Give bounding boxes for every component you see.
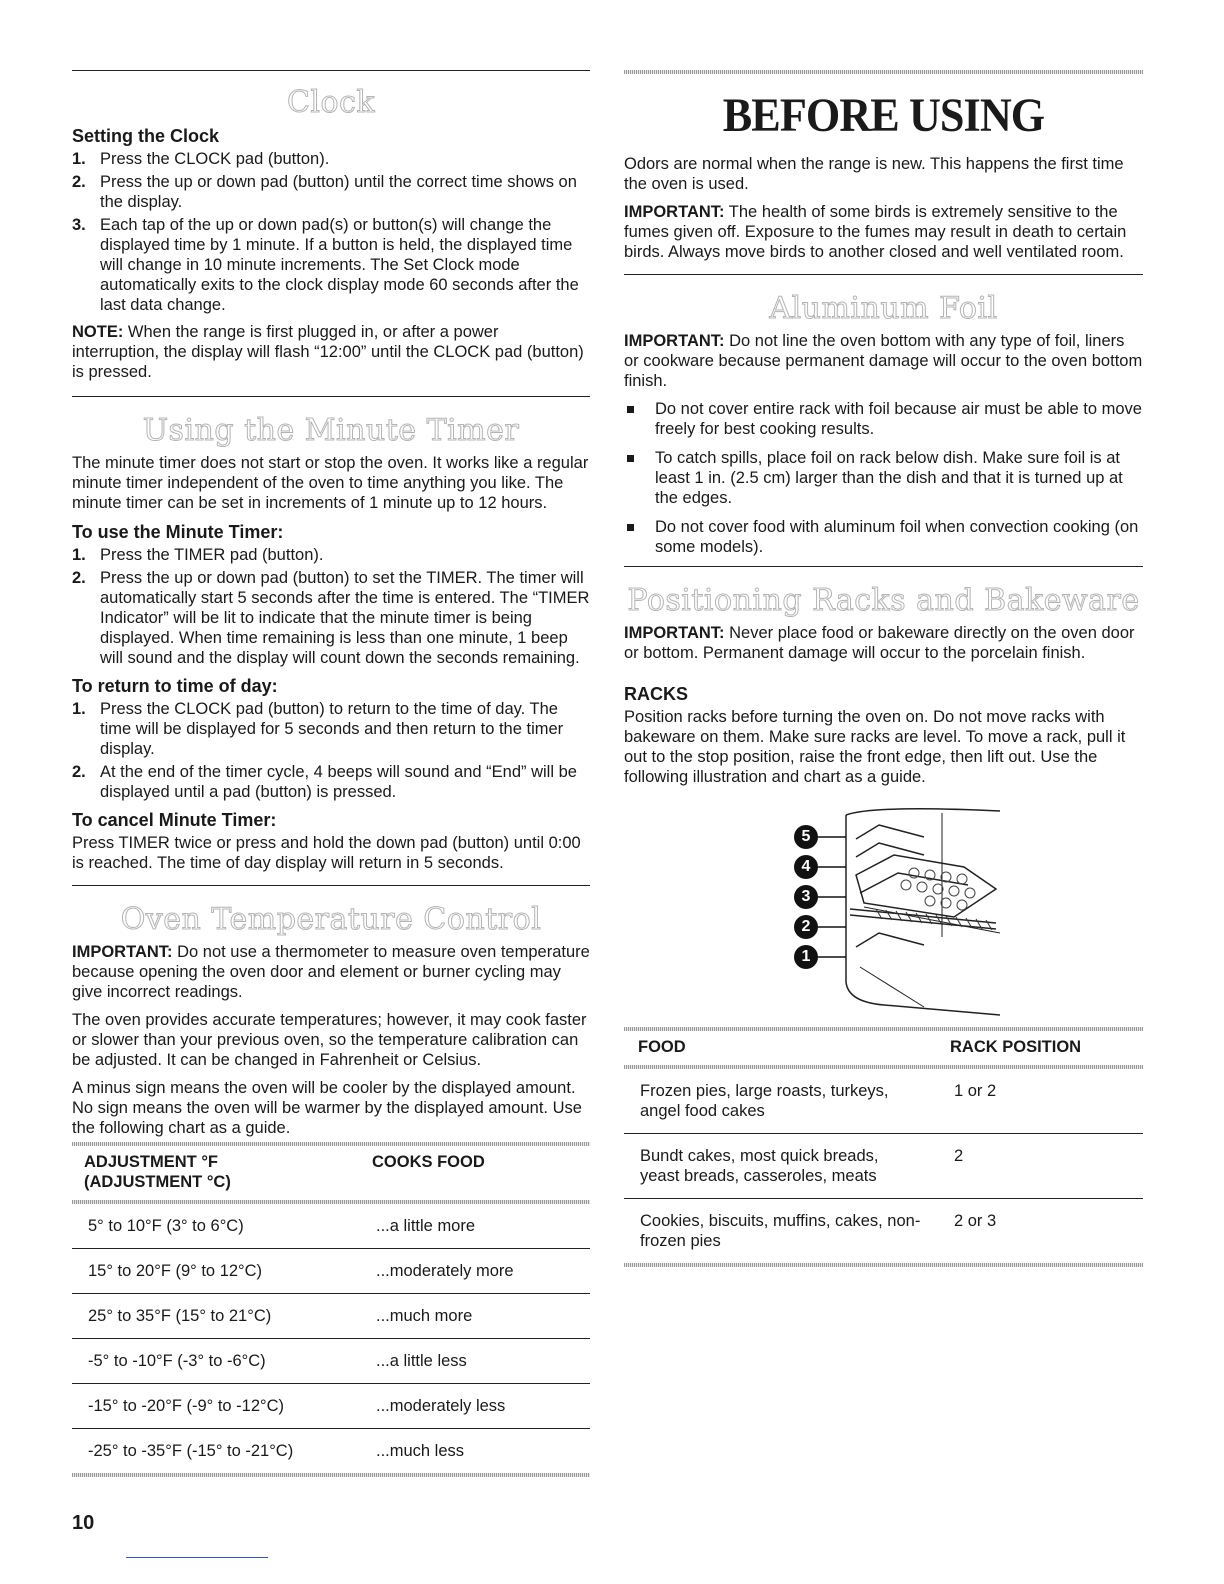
oven-temp-title: Oven Temperature Control	[120, 902, 542, 937]
cooks-food-cell: ...moderately less	[360, 1384, 590, 1429]
step-number: 2.	[72, 173, 86, 191]
table-header-row	[624, 1031, 1143, 1065]
list-item	[624, 448, 1143, 508]
table-bottom-border	[72, 1473, 590, 1477]
divider	[624, 566, 1143, 567]
aluminum-foil-important	[624, 331, 1143, 391]
divider	[72, 396, 590, 397]
step-number: 2.	[72, 763, 86, 781]
footer-line	[126, 1557, 268, 1558]
important-text: The health of some birds is extremely sensitive to the fumes given off. Exposure to the fumes may result in death to certain birds. Always move birds to another closed and well ventilated room.	[624, 203, 1127, 261]
adjustment-f-header: ADJUSTMENT °F	[84, 1153, 219, 1171]
rack-number-5: 5	[794, 825, 818, 849]
bullet-icon	[624, 517, 655, 557]
oven-temp-para2: A minus sign means the oven will be cooler by the displayed amount. No sign means the oven will be warmer by the displayed amount. Use the following chart as a guide.	[72, 1079, 582, 1137]
oven-rack-icon	[624, 797, 1143, 1017]
before-using-title: BEFORE USING	[722, 89, 1045, 142]
cooks-food-cell: ...a little more	[360, 1204, 590, 1249]
table-header-row	[72, 1146, 590, 1200]
rack-position-cell: 2	[938, 1134, 1143, 1199]
step-number: 1.	[72, 150, 86, 168]
table-bottom-border	[624, 1263, 1143, 1267]
adjustment-c-header: (ADJUSTMENT °C)	[84, 1173, 231, 1191]
step-text: Press the up or down pad (button) until the correct time shows on the display.	[100, 173, 577, 211]
before-using-para1: Odors are normal when the range is new. This happens the first time the oven is used.	[624, 155, 1124, 193]
minute-timer-title: Using the Minute Timer	[142, 413, 520, 448]
step-text: Press the up or down pad (button) to set the TIMER. The timer will automatically start 5 seconds after the time is entered. The “TIMER Indicator” will be lit to indicate that the minute timer is being displayed. When time remaining is less than one minute, 1 beep will sound and the display will count down the seconds remaining.	[100, 569, 590, 667]
step-text: Each tap of the up or down pad(s) or button(s) will change the displayed time by 1 minute. If a button is held, the displayed time will change in 10 minute increments. The Set Clock mode automatically exits to the clock display mode 60 seconds after the last data change.	[100, 216, 579, 314]
cancel-timer-text: Press TIMER twice or press and hold the down pad (button) until 0:00 is reached. The time of day display will return in 5 seconds.	[72, 834, 581, 872]
before-using-important	[624, 202, 1143, 262]
important-label: IMPORTANT:	[624, 332, 725, 350]
left-column	[72, 70, 590, 1477]
return-time-heading: To return to time of day:	[72, 676, 278, 696]
clock-steps	[72, 149, 590, 315]
important-text: Do not use a thermometer to measure oven temperature because opening the oven door and element or burner cycling may give incorrect readings.	[72, 943, 590, 1001]
adjustment-cell: -15° to -20°F (-9° to -12°C)	[72, 1384, 360, 1429]
important-label: IMPORTANT:	[72, 943, 173, 961]
return-time-steps	[72, 699, 590, 802]
divider	[72, 885, 590, 886]
bullet-icon	[624, 399, 655, 439]
divider	[72, 70, 590, 71]
food-header: FOOD	[638, 1038, 686, 1056]
step-text: Press the CLOCK pad (button) to return to the time of day. The time will be displayed for 5 seconds and then return to the timer display.	[100, 700, 564, 758]
bullet-icon	[624, 448, 655, 508]
cooks-food-header: COOKS FOOD	[372, 1153, 485, 1171]
cooks-food-cell: ...much more	[360, 1294, 590, 1339]
cooks-food-cell: ...moderately more	[360, 1249, 590, 1294]
adjustment-table	[72, 1146, 590, 1473]
clock-note	[72, 322, 590, 382]
step-text: Press the TIMER pad (button).	[100, 546, 324, 564]
list-item	[72, 699, 590, 759]
use-timer-steps	[72, 545, 590, 668]
table-row	[624, 1199, 1143, 1264]
list-item	[72, 545, 590, 565]
table-row	[72, 1429, 590, 1474]
rack-position-table	[624, 1031, 1143, 1263]
list-item	[72, 568, 590, 668]
food-cell: Cookies, biscuits, muffins, cakes, non-frozen pies	[640, 1212, 921, 1250]
adjustment-cell: -25° to -35°F (-15° to -21°C)	[88, 1442, 294, 1460]
table-row	[624, 1134, 1143, 1199]
rack-number-2: 2	[794, 915, 818, 939]
right-column	[624, 70, 1143, 1267]
list-item	[624, 399, 1143, 439]
table-row	[72, 1339, 590, 1384]
food-cell: Bundt cakes, most quick breads, yeast breads, casseroles, meats	[624, 1134, 938, 1199]
rack-number-3: 3	[794, 885, 818, 909]
step-number: 3.	[72, 216, 86, 234]
header-border	[624, 70, 1143, 74]
list-item	[72, 149, 590, 169]
cooks-food-cell: ...much less	[376, 1442, 465, 1460]
step-number: 1.	[72, 546, 86, 564]
aluminum-foil-title: Aluminum Foil	[769, 291, 998, 326]
important-text: Do not line the oven bottom with any type of foil, liners or cookware because permanent damage will occur to the oven bottom finish.	[624, 332, 1143, 390]
cancel-timer-heading: To cancel Minute Timer:	[72, 810, 277, 830]
rack-position-header: RACK POSITION	[950, 1038, 1082, 1056]
racks-text: Position racks before turning the oven on. Do not move racks with bakeware on them. Make sure racks are level. To move a rack, pull it out to the stop position, raise the front edge, then lift out. Use the following illustration and chart as a guide.	[624, 708, 1126, 786]
rack-illustration	[624, 797, 1143, 1017]
adjustment-header	[72, 1146, 360, 1200]
foil-bullets	[624, 399, 1143, 557]
table-row	[72, 1204, 590, 1249]
divider	[624, 274, 1143, 275]
note-label: NOTE:	[72, 323, 124, 341]
setting-clock-heading: Setting the Clock	[72, 126, 220, 146]
rack-position-cell: 1 or 2	[938, 1069, 1143, 1134]
table-row	[624, 1069, 1143, 1134]
food-cell: Frozen pies, large roasts, turkeys, angel food cakes	[624, 1069, 938, 1134]
bullet-text: Do not cover food with aluminum foil when convection cooking (on some models).	[655, 518, 1139, 556]
table-row	[72, 1294, 590, 1339]
oven-temp-important	[72, 942, 590, 1002]
use-timer-heading: To use the Minute Timer:	[72, 522, 284, 542]
important-text: Never place food or bakeware directly on the oven door or bottom. Permanent damage will occur to the porcelain finish.	[624, 624, 1135, 662]
page-number: 10	[72, 1512, 95, 1534]
racks-title: Positioning Racks and Bakeware	[627, 583, 1140, 618]
adjustment-cell: 5° to 10°F (3° to 6°C)	[72, 1204, 360, 1249]
adjustment-cell: -5° to -10°F (-3° to -6°C)	[72, 1339, 360, 1384]
adjustment-cell: 15° to 20°F (9° to 12°C)	[72, 1249, 360, 1294]
oven-temp-para1: The oven provides accurate temperatures; however, it may cook faster or slower than your previous oven, so the temperature calibration can be adjusted. It can be changed in Fahrenheit or Celsius.	[72, 1011, 587, 1069]
bullet-text: To catch spills, place foil on rack below dish. Make sure foil is at least 1 in. (2.5 cm) larger than the dish and that it is turned up at the edges.	[655, 449, 1123, 507]
step-number: 1.	[72, 700, 86, 718]
list-item	[624, 517, 1143, 557]
bullet-text: Do not cover entire rack with foil because air must be able to move freely for best cooking results.	[655, 400, 1142, 438]
step-number: 2.	[72, 569, 86, 587]
step-text: Press the CLOCK pad (button).	[100, 150, 330, 168]
table-row	[72, 1249, 590, 1294]
important-label: IMPORTANT:	[624, 203, 725, 221]
minute-timer-intro: The minute timer does not start or stop the oven. It works like a regular minute timer independent of the oven to time anything you like. The minute timer can be set in increments of 1 minute up to 12 hours.	[72, 454, 589, 512]
racks-heading: RACKS	[624, 684, 689, 704]
cooks-food-cell: ...a little less	[360, 1339, 590, 1384]
list-item	[72, 215, 590, 315]
adjustment-cell: 25° to 35°F (15° to 21°C)	[72, 1294, 360, 1339]
racks-important	[624, 623, 1143, 663]
step-text: At the end of the timer cycle, 4 beeps will sound and “End” will be displayed until a pad (button) is pressed.	[100, 763, 577, 801]
rack-number-4: 4	[794, 855, 818, 879]
clock-title: Clock	[286, 85, 376, 120]
rack-position-cell: 2 or 3	[954, 1212, 997, 1230]
list-item	[72, 172, 590, 212]
list-item	[72, 762, 590, 802]
table-row	[72, 1384, 590, 1429]
important-label: IMPORTANT:	[624, 624, 725, 642]
rack-number-1: 1	[794, 945, 818, 969]
note-text: When the range is first plugged in, or after a power interruption, the display will flash “12:00” until the CLOCK pad (button) is pressed.	[72, 323, 584, 381]
